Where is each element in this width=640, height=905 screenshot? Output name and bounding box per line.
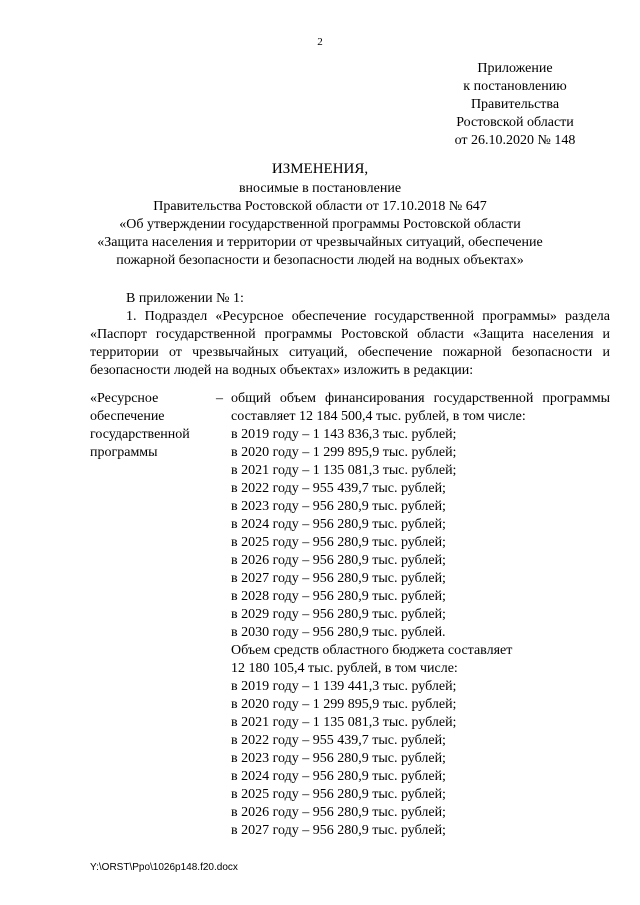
approval-line: к постановлению	[463, 79, 567, 94]
total-year-line: в 2028 году – 956 280,9 тыс. рублей;	[231, 589, 446, 604]
title-heading: ИЗМЕНЕНИЯ,	[271, 161, 369, 177]
total-year-line: в 2027 году – 956 280,9 тыс. рублей;	[231, 571, 446, 586]
regional-year-line: в 2024 году – 956 280,9 тыс. рублей;	[231, 769, 446, 784]
regional-budget-total: 12 180 105,4 тыс. рублей, в том числе:	[231, 661, 458, 676]
total-year-line: в 2029 году – 956 280,9 тыс. рублей;	[231, 607, 446, 622]
regional-year-line: в 2019 году – 1 139 441,3 тыс. рублей;	[231, 679, 457, 694]
appendix-line: В приложении № 1:	[126, 291, 244, 306]
title-line: «Защита населения и территории от чрезвычайных ситуаций, обеспечение	[97, 235, 543, 250]
regional-year-line: в 2022 году – 955 439,7 тыс. рублей;	[231, 733, 446, 748]
title-line: Правительства Ростовской области от 17.10.2018 № 647	[153, 199, 487, 214]
intro-section	[90, 290, 610, 380]
regional-year-line: в 2025 году – 956 280,9 тыс. рублей;	[231, 787, 446, 802]
approval-block	[440, 60, 590, 150]
approval-line: Ростовской области	[456, 115, 574, 130]
total-year-line: в 2020 году – 1 299 895,9 тыс. рублей;	[231, 445, 457, 460]
total-year-line: в 2023 году – 956 280,9 тыс. рублей;	[231, 499, 446, 514]
resource-table	[90, 390, 610, 838]
resource-content	[231, 390, 610, 840]
total-year-line: в 2021 году – 1 135 081,3 тыс. рублей;	[231, 463, 457, 478]
regional-year-line: в 2020 году – 1 299 895,9 тыс. рублей;	[231, 697, 457, 712]
approval-line: Правительства	[470, 97, 560, 112]
document-title	[90, 160, 550, 270]
regional-year-line: в 2026 году – 956 280,9 тыс. рублей;	[231, 805, 446, 820]
total-year-line: в 2025 году – 956 280,9 тыс. рублей;	[231, 535, 446, 550]
total-year-line: в 2024 году – 956 280,9 тыс. рублей;	[231, 517, 446, 532]
title-line: «Об утверждении государственной программы Ростовской области	[119, 217, 521, 232]
title-line: пожарной безопасности и безопасности людей на водных объектах»	[116, 253, 524, 268]
total-year-line: в 2022 году – 955 439,7 тыс. рублей;	[231, 481, 446, 496]
regional-year-line: в 2021 году – 1 135 081,3 тыс. рублей;	[231, 715, 457, 730]
regional-budget-line: Объем средств областного бюджета составляет	[231, 643, 513, 658]
resource-label: «Ресурсное обеспечение государственной программы	[90, 391, 190, 460]
resource-dash: –	[216, 391, 223, 406]
approval-line: от 26.10.2020 № 148	[454, 133, 576, 148]
regional-year-line: в 2023 году – 956 280,9 тыс. рублей;	[231, 751, 446, 766]
total-financing-text: общий объем финансирования государственной программы составляет 12 184 500,4 тыс. рублей, в том числе:	[231, 391, 610, 424]
total-year-line: в 2030 году – 956 280,9 тыс. рублей.	[231, 625, 446, 640]
regional-year-line: в 2027 году – 956 280,9 тыс. рублей;	[231, 823, 446, 838]
approval-line: Приложение	[477, 61, 553, 76]
intro-paragraph: 1. Подраздел «Ресурсное обеспечение государственной программы» раздела «Паспорт государственной программы Ростовской области «Защита населения и территории от чрезвычайных ситуаций, обеспечение пожарной безопасности и безопасности людей на водных объектах» изложить в редакции:	[90, 309, 610, 378]
total-year-line: в 2026 году – 956 280,9 тыс. рублей;	[231, 553, 446, 568]
page-number: 2	[317, 36, 323, 48]
title-line: вносимые в постановление	[238, 181, 402, 196]
total-year-line: в 2019 году – 1 143 836,3 тыс. рублей;	[231, 427, 457, 442]
file-path-footer: Y:\ORST\Ppo\1026p148.f20.docx	[90, 862, 238, 873]
